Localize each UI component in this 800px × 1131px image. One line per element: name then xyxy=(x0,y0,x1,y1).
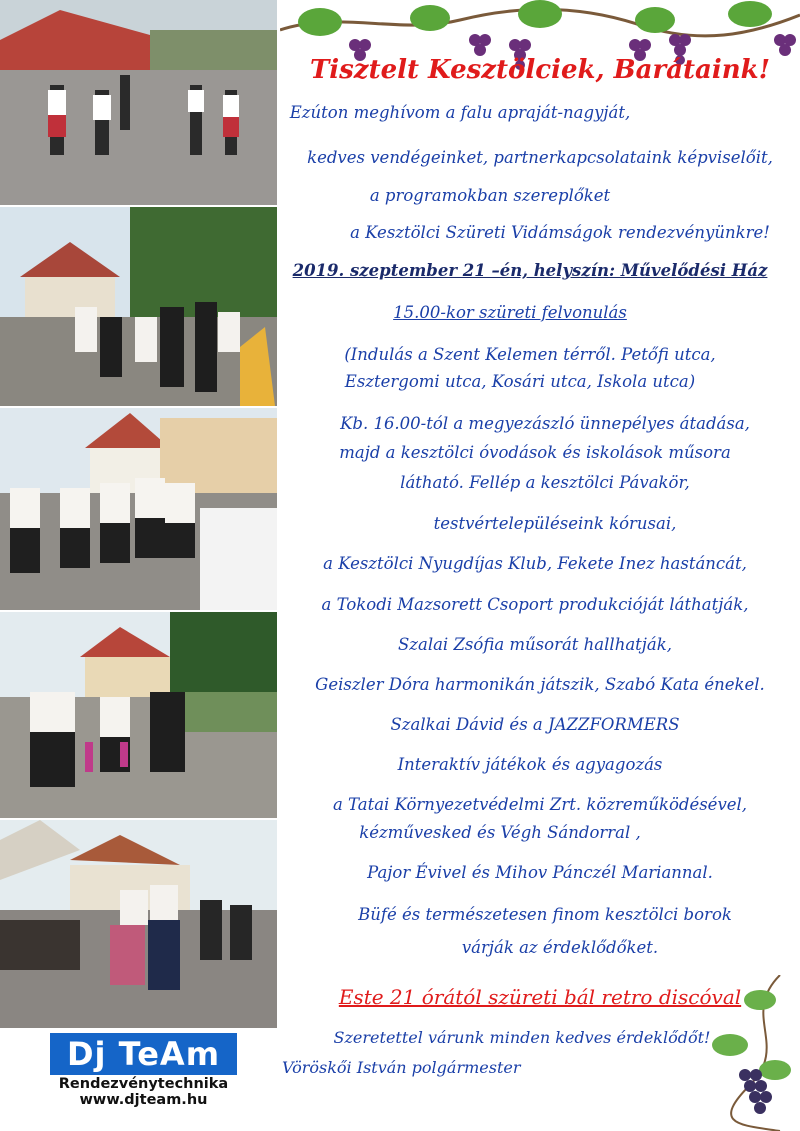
body-line: a Tatai Környezetvédelmi Zrt. közreműködésével, xyxy=(332,795,748,814)
body-line: várják az érdeklődőket. xyxy=(461,938,659,957)
body-line: Szalai Zsófia műsorát hallhatják, xyxy=(397,635,672,654)
dj-team-logo xyxy=(50,1033,237,1108)
body-line: Kb. 16.00-tól a megyezászló ünnepélyes átadása, xyxy=(340,414,750,433)
festival-photo-4 xyxy=(0,612,277,818)
body-line: testvértelepüléseink kórusai, xyxy=(433,514,677,533)
body-line: majd a kesztölci óvodások és iskolások műsora xyxy=(339,443,731,462)
logo-name: Dj TeAm xyxy=(50,1033,237,1075)
body-line: Ezúton meghívom a falu apraját-nagyját, xyxy=(289,103,631,122)
body-line: Esztergomi utca, Kosári utca, Iskola utca) xyxy=(344,372,696,391)
parade-time: 15.00-kor szüreti felvonulás xyxy=(393,303,627,322)
body-line: a programokban szereplőket xyxy=(369,186,611,205)
body-line: kedves vendégeinket, partnerkapcsolataink képviselőit, xyxy=(307,148,773,167)
body-line: Pajor Évivel és Mihov Pánczél Mariannal. xyxy=(367,863,713,882)
event-date-location: 2019. szeptember 21 –én, helyszín: Művelődési Ház xyxy=(292,261,768,280)
body-line: a Kesztölci Szüreti Vidámságok rendezvényünkre! xyxy=(350,223,770,242)
evening-ball-announcement: Este 21 órától szüreti bál retro discóval xyxy=(338,985,742,1009)
body-line: a Tokodi Mazsorett Csoport produkcióját láthatják, xyxy=(321,595,749,614)
festival-photo-5 xyxy=(0,820,277,1028)
invitation-title: Tisztelt Kesztölciek, Barátaink! xyxy=(309,55,771,85)
body-line: Interaktív játékok és agyagozás xyxy=(397,755,663,774)
signature: Vöröskői István polgármester xyxy=(282,1058,521,1077)
body-line: kézművesked és Végh Sándorral , xyxy=(359,823,641,842)
logo-subtitle: Rendezvénytechnika xyxy=(58,1076,229,1092)
closing-line: Szeretettel várunk minden kedves érdeklődőt! xyxy=(333,1028,711,1047)
logo-url: www.djteam.hu xyxy=(79,1092,208,1108)
festival-photo-3 xyxy=(0,408,277,610)
body-line: a Kesztölci Nyugdíjas Klub, Fekete Inez hastáncát, xyxy=(323,554,747,573)
festival-photo-2 xyxy=(0,207,277,406)
body-line: látható. Fellép a kesztölci Pávakör, xyxy=(400,473,690,492)
body-line: (Indulás a Szent Kelemen térről. Petőfi utca, xyxy=(344,345,716,364)
body-line: Szalkai Dávid és a JAZZFORMERS xyxy=(390,715,680,734)
body-line: Büfé és természetesen finom kesztölci borok xyxy=(358,905,732,924)
body-line: Geiszler Dóra harmonikán játszik, Szabó Kata énekel. xyxy=(315,675,765,694)
